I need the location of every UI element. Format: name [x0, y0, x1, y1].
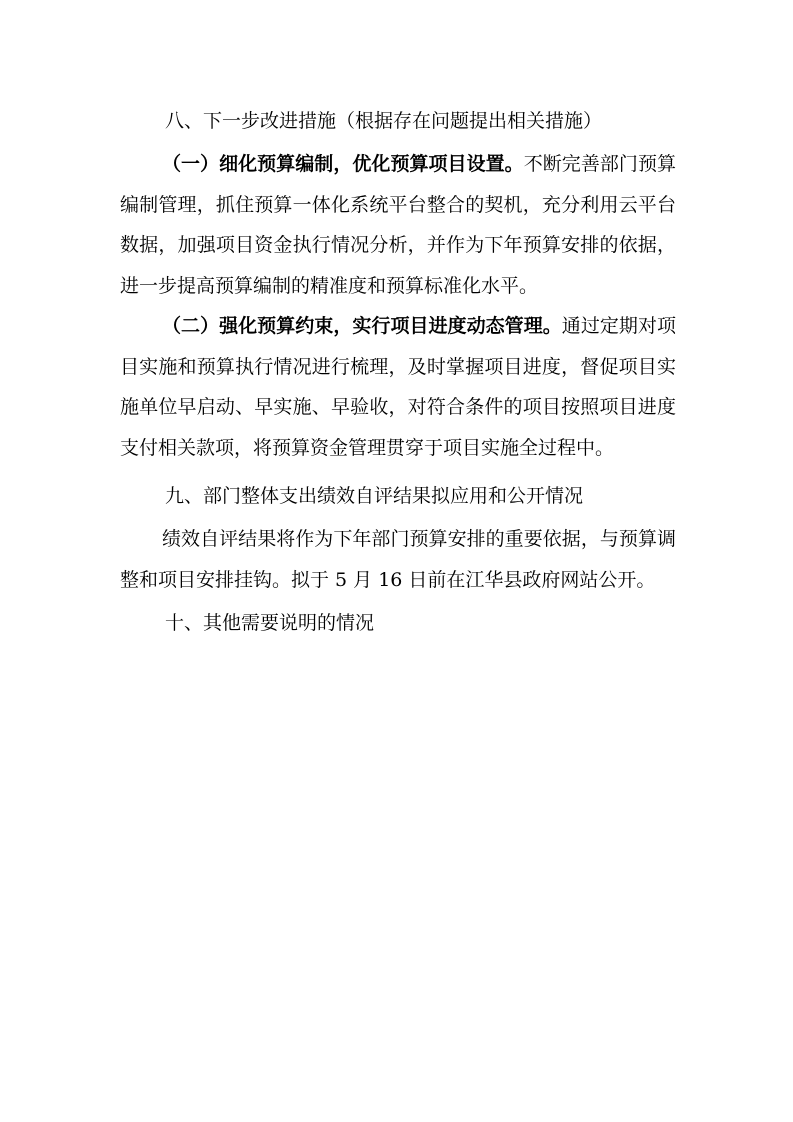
- section-8-item-2: [120, 306, 676, 468]
- section-8-item-1-body: 不断完善部门预算编制管理，抓住预算一体化系统平台整合的契机，充分利用云平台数据，加强项目资金执行情况分析，并作为下年预算安排的依据，进一步提高预算编制的精准度和预算标准化水平。: [120, 153, 676, 297]
- section-10-heading: 十、其他需要说明的情况: [165, 612, 375, 634]
- document-content: [120, 98, 676, 646]
- section-8-item-2-title: （二）强化预算约束，实行项目进度动态管理。: [162, 315, 562, 337]
- section-9-heading: 九、部门整体支出绩效自评结果拟应用和公开情况: [165, 485, 584, 507]
- section-9-body: 绩效自评结果将作为下年部门预算安排的重要依据，与预算调整和项目安排挂钩。拟于 5 月 16 日前在江华县政府网站公开。: [120, 528, 676, 591]
- section-8-item-2-body: 通过定期对项目实施和预算执行情况进行梳理，及时掌握项目进度，督促项目实施单位早启动、早实施、早验收，对符合条件的项目按照项目进度支付相关款项，将预算资金管理贯穿于项目实施全过程中。: [120, 315, 676, 459]
- section-8-item-1: [120, 144, 676, 306]
- section-8-item-1-title: （一）细化预算编制，优化预算项目设置。: [162, 153, 524, 175]
- section-8-heading: 八、下一步改进措施（根据存在问题提出相关措施）: [165, 110, 603, 132]
